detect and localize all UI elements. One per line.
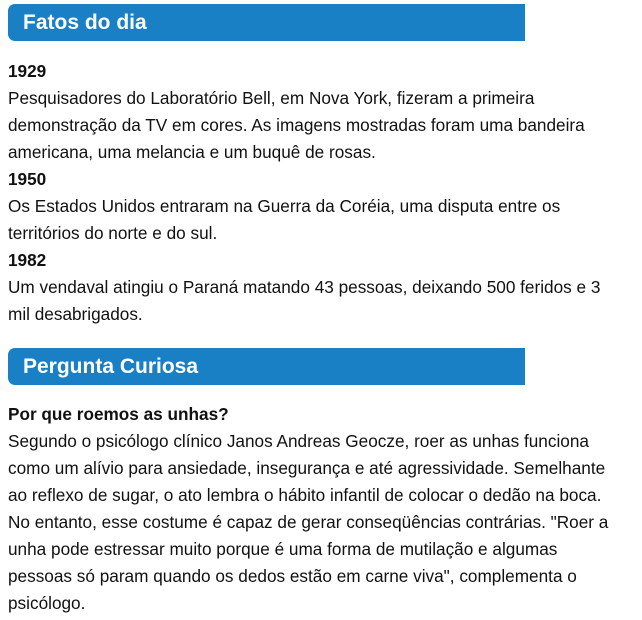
curious-question-body [8,401,636,617]
fact-item [8,247,636,328]
fact-text-line: Um vendaval atingiu o Paraná matando 43 pessoas, deixando 500 feridos e 3 [8,277,601,297]
fact-text-line: demonstração da TV em cores. As imagens mostradas foram uma bandeira [8,115,585,135]
answer-text-line: psicólogo. [8,593,86,613]
curious-question-header [8,348,525,385]
answer-text-line: ao reflexo de sugar, o ato lembra o hábito infantil de colocar o dedão na boca. [8,485,602,505]
answer-text-line: como um alívio para ansiedade, insegurança e até agressividade. Semelhante [8,458,606,478]
fact-text-line: mil desabrigados. [8,304,143,324]
facts-of-the-day-header [8,4,525,41]
answer-text-line: unha pode estressar muito porque é uma forma de mutilação e algumas [8,539,558,559]
answer-text-line: pessoas só param quando os dedos estão em carne viva", complementa o [8,566,577,586]
fact-year: 1929 [8,61,47,81]
fact-year: 1950 [8,169,47,189]
question-heading: Por que roemos as unhas? [8,404,229,424]
answer-text-line: Segundo o psicólogo clínico Janos Andreas Geocze, roer as unhas funciona [8,431,589,451]
fact-year: 1982 [8,250,47,270]
facts-of-the-day-title: Fatos do dia [23,11,147,34]
fact-item [8,166,636,247]
fact-item [8,58,636,166]
facts-list [8,58,636,328]
fact-text-line: Os Estados Unidos entraram na Guerra da Coréia, uma disputa entre os [8,196,561,216]
fact-text-line: americana, uma melancia e um buquê de rosas. [8,142,376,162]
curious-question-title: Pergunta Curiosa [23,355,199,378]
fact-text-line: territórios do norte e do sul. [8,223,218,243]
answer-text-line: No entanto, esse costume é capaz de gerar conseqüências contrárias. "Roer a [8,512,609,532]
fact-text-line: Pesquisadores do Laboratório Bell, em Nova York, fizeram a primeira [8,88,535,108]
